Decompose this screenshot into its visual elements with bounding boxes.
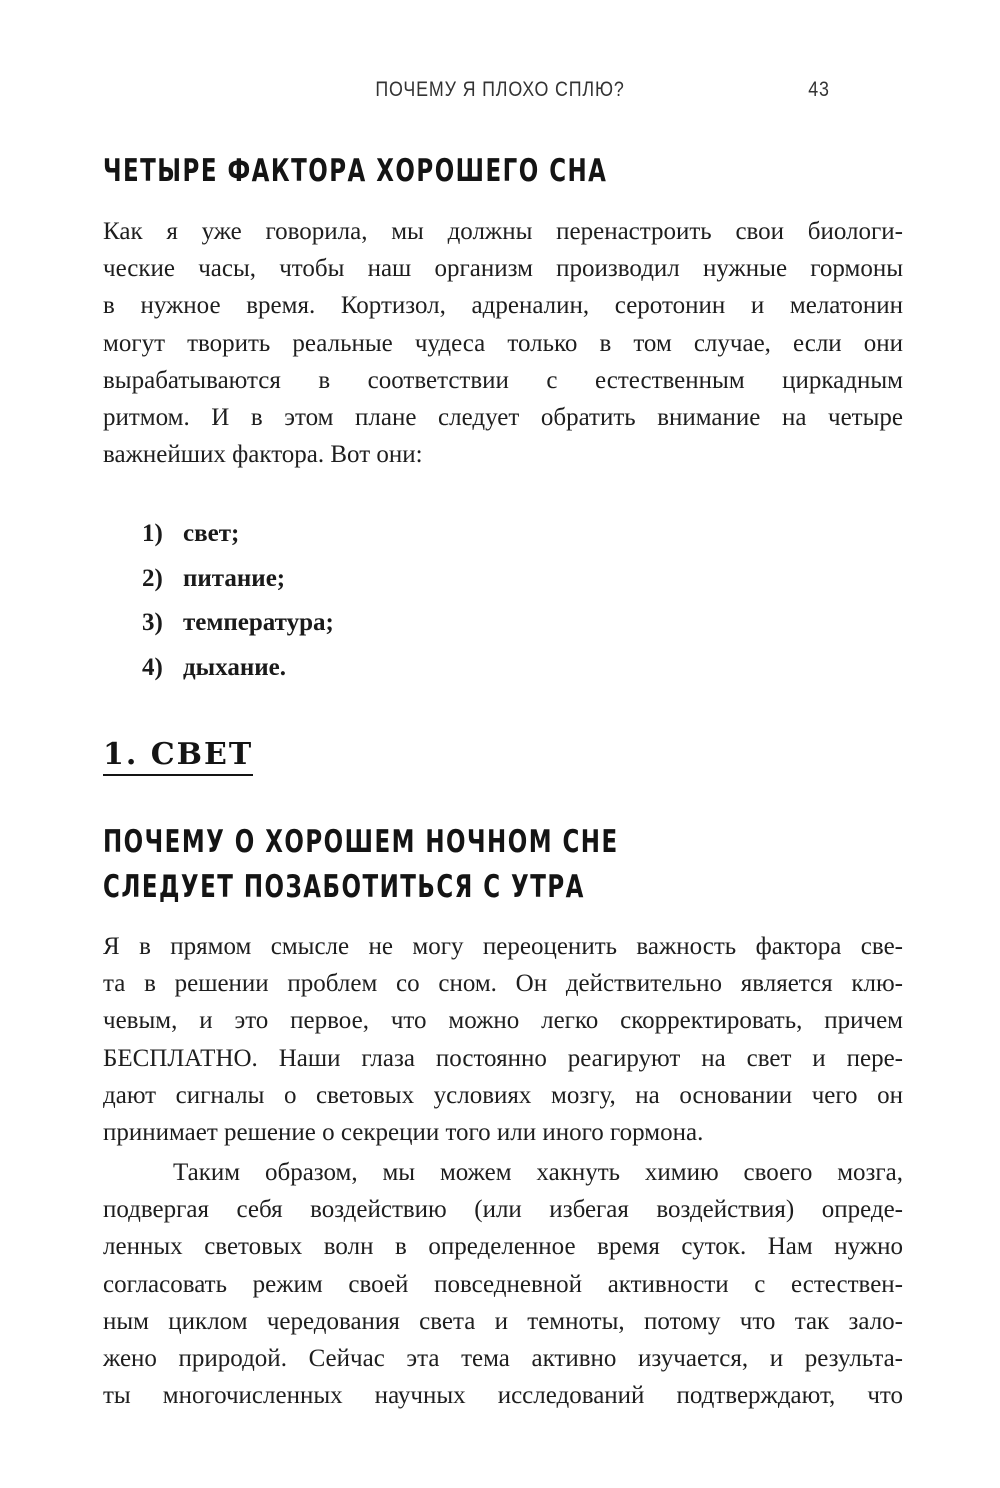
list-item-number: 1) <box>142 520 163 547</box>
text-line: принимает решение о секреции того или иного гормона. <box>103 1119 704 1147</box>
running-head <box>75 78 925 108</box>
section-title-light: 1. СВЕТ <box>103 738 253 776</box>
paragraph-hack-brain <box>103 1154 903 1414</box>
page-number: 43 <box>808 78 830 101</box>
text-line: та в решении проблем со сном. Он действительно является клю- <box>103 970 903 998</box>
factors-list <box>142 512 334 690</box>
list-item-label: свет; <box>183 520 240 547</box>
text-line: Как я уже говорила, мы должны перенастроить свои биологи- <box>103 218 903 245</box>
heading-line: ПОЧЕМУ О ХОРОШЕМ НОЧНОМ СНЕ <box>103 824 619 860</box>
list-item-number: 3) <box>142 609 163 636</box>
text-line: ритмом. И в этом плане следует обратить внимание на четыре <box>103 404 903 432</box>
heading-four-factors: ЧЕТЫРЕ ФАКТОРА ХОРОШЕГО СНА <box>103 153 608 189</box>
list-item-label: питание; <box>183 564 286 592</box>
text-line: в нужное время. Кортизол, адреналин, серотонин и мелатонин <box>103 292 903 320</box>
text-line: Я в прямом смысле не могу переоценить важность фактора све- <box>103 933 903 960</box>
list-item-number: 4) <box>142 653 163 681</box>
text-line: подвергая себя воздействию (или избегая воздействия) опреде- <box>103 1196 903 1224</box>
text-line: важнейших фактора. Вот они: <box>103 441 423 469</box>
list-item-number: 2) <box>142 564 163 592</box>
paragraph-light-importance <box>103 928 903 1151</box>
text-line: ческие часы, чтобы наш организм производил нужные гормоны <box>103 255 903 283</box>
text-line: могут творить реальные чудеса только в том случае, если они <box>103 329 903 357</box>
text-line: ты многочисленных научных исследований подтверждают, что <box>103 1382 903 1410</box>
list-item <box>142 646 334 691</box>
text-line: ленных световых волн в определенное время суток. Нам нужно <box>103 1233 903 1261</box>
list-item-label: дыхание. <box>183 653 286 681</box>
text-line: БЕСПЛАТНО. Наши глаза постоянно реагируют на свет и пере- <box>103 1044 903 1072</box>
list-item-label: температура; <box>183 609 334 636</box>
heading-line: СЛЕДУЕТ ПОЗАБОТИТЬСЯ С УТРА <box>103 869 585 905</box>
heading-morning-care <box>103 820 619 910</box>
paragraph-intro <box>103 213 903 473</box>
text-line: дают сигналы о световых условиях мозгу, на основании чего он <box>103 1081 903 1109</box>
list-item <box>142 557 334 602</box>
text-line: чевым, и это первое, что можно легко скорректировать, причем <box>103 1007 903 1035</box>
list-item <box>142 601 334 646</box>
list-item <box>142 512 334 557</box>
text-line: жено природой. Сейчас эта тема активно изучается, и результа- <box>103 1345 903 1373</box>
text-line: Таким образом, мы можем хакнуть химию своего мозга, <box>173 1159 903 1186</box>
text-line: согласовать режим своей повседневной активности с естествен- <box>103 1270 903 1298</box>
running-head-title: ПОЧЕМУ Я ПЛОХО СПЛЮ? <box>375 78 625 101</box>
text-line: ным циклом чередования света и темноты, потому что так зало- <box>103 1307 903 1335</box>
text-line: вырабатываются в соответствии с естественным циркадным <box>103 366 903 394</box>
